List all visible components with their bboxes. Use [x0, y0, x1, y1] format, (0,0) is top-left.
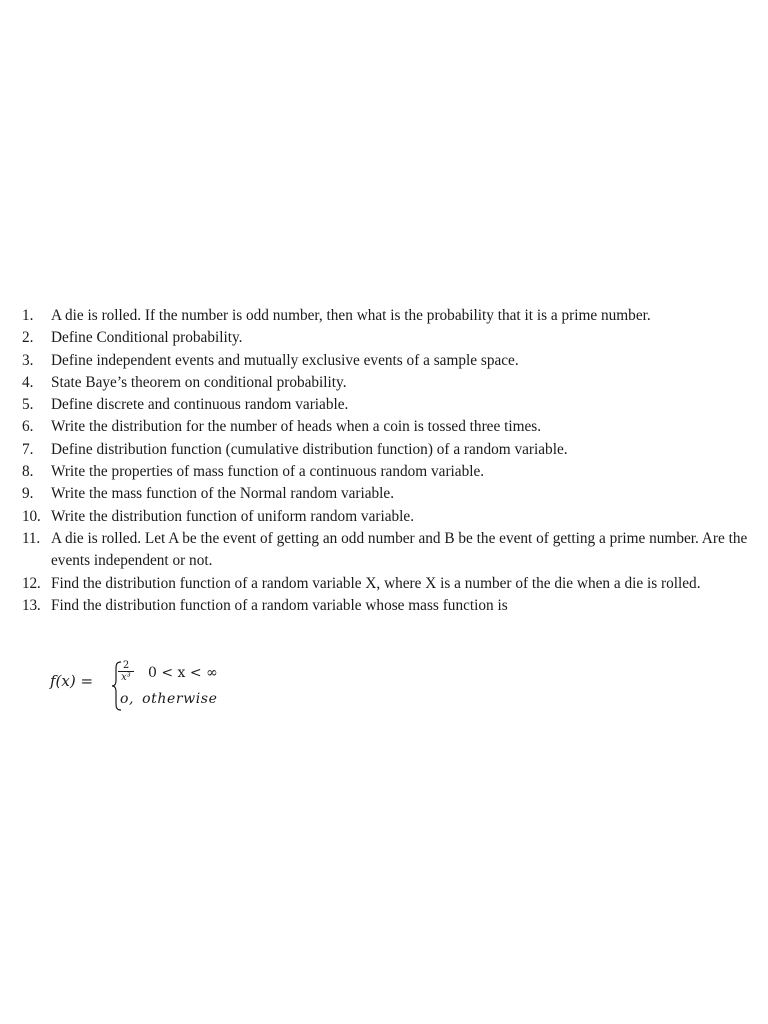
question-item — [22, 506, 752, 528]
question-text: A die is rolled. Let A be the event of getting an odd number and B be the event of getting a prime number. Are the events independent or not. — [51, 529, 748, 570]
question-item — [22, 595, 752, 617]
question-text: Find the distribution function of a random variable whose mass function is — [51, 596, 508, 614]
question-number: 7. — [22, 440, 34, 458]
question-item — [22, 439, 752, 461]
question-number: 3. — [22, 351, 34, 369]
question-text: Define Conditional probability. — [51, 329, 243, 347]
question-number: 10. — [22, 507, 41, 525]
question-number: 8. — [22, 463, 34, 481]
question-text: A die is rolled. If the number is odd number, then what is the probability that it is a prime number. — [51, 307, 651, 324]
formula-lhs: f(x) = — [50, 672, 94, 690]
question-text: Write the mass function of the Normal random variable. — [51, 485, 395, 503]
question-number: 5. — [22, 396, 34, 414]
question-number: 6. — [22, 418, 34, 436]
question-text: Write the distribution function of uniform random variable. — [51, 507, 415, 525]
question-text: Define independent events and mutually exclusive events of a sample space. — [51, 351, 519, 369]
question-item — [22, 350, 752, 372]
question-item — [22, 394, 752, 416]
question-number: 11. — [22, 529, 40, 547]
case-two-condition: otherwise — [142, 691, 218, 707]
question-number: 2. — [22, 329, 34, 347]
question-number: 4. — [22, 373, 34, 391]
case-two-value: o, — [120, 691, 135, 707]
question-text: Write the distribution for the number of heads when a coin is tossed three times. — [51, 418, 542, 436]
question-number: 1. — [22, 307, 34, 324]
question-item — [22, 461, 752, 483]
question-item — [22, 483, 752, 505]
question-item — [22, 528, 752, 573]
question-number: 9. — [22, 485, 34, 503]
question-text: Write the properties of mass function of a continuous random variable. — [51, 463, 485, 481]
question-item — [22, 573, 752, 595]
question-text: Define distribution function (cumulative distribution function) of a random variable. — [51, 440, 568, 458]
question-item — [22, 372, 752, 394]
case-two — [120, 691, 217, 707]
question-text: State Baye’s theorem on conditional probability. — [51, 373, 347, 391]
question-number: 12. — [22, 574, 41, 592]
question-list — [22, 305, 752, 617]
question-number: 13. — [22, 596, 41, 614]
fraction-two-over-x-cubed — [118, 661, 134, 682]
question-text: Define discrete and continuous random variable. — [51, 396, 349, 414]
mass-function-formula — [50, 660, 310, 716]
question-item — [22, 327, 752, 349]
question-item — [22, 305, 752, 327]
fraction-denominator: x³ — [121, 672, 131, 683]
case-one-condition: 0 < x < ∞ — [148, 665, 218, 681]
fraction-numerator: 2 — [118, 661, 134, 672]
question-item — [22, 416, 752, 438]
question-text: Find the distribution function of a random variable X, where X is a number of the die when a die is rolled. — [51, 574, 701, 592]
